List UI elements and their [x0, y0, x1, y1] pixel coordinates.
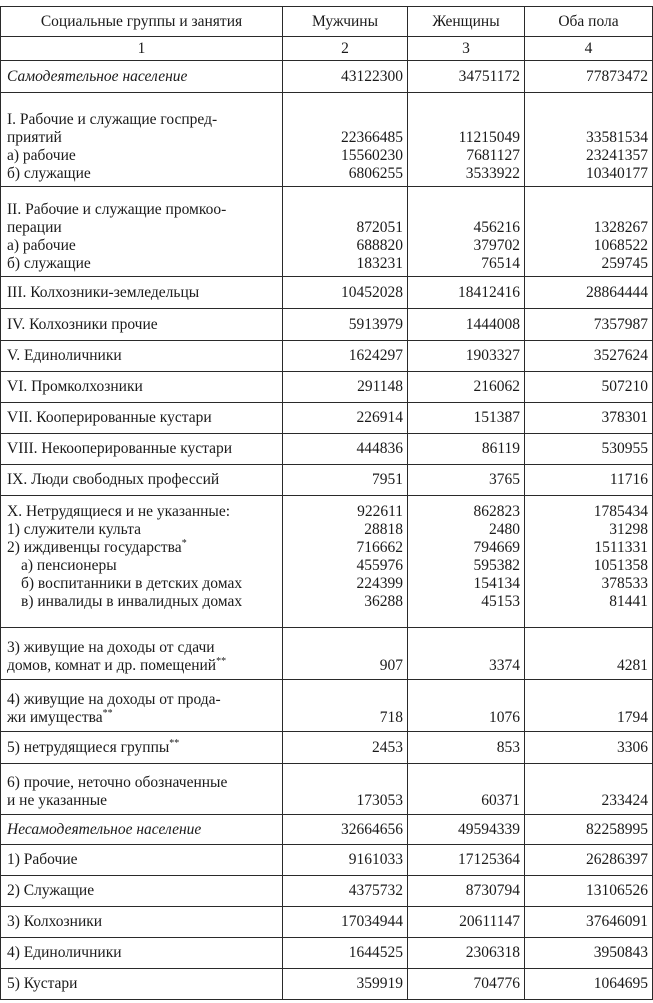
- men-value: [283, 496, 408, 628]
- total-value: 1794: [525, 680, 653, 732]
- row-label: IV. Колхозники прочие: [1, 309, 283, 341]
- total-value: 3950843: [525, 938, 653, 969]
- row-label-line: а) рабочие: [7, 147, 76, 164]
- value-line: 379702: [473, 237, 520, 254]
- men-value: 1624297: [283, 341, 408, 372]
- total-value: 28864444: [525, 277, 653, 309]
- footnote-mark: *: [181, 537, 187, 549]
- women-value: 151387: [408, 403, 525, 434]
- table-row: [1, 845, 653, 876]
- row-label: [1, 93, 283, 187]
- row-label: 2) Служащие: [1, 876, 283, 907]
- women-value: 18412416: [408, 277, 525, 309]
- value-line: 378533: [601, 575, 648, 592]
- row-label: [1, 680, 283, 732]
- women-value: [408, 496, 525, 628]
- table-row: [1, 277, 653, 309]
- value-line: 716662: [356, 539, 403, 556]
- row-label-line: перации: [7, 219, 62, 236]
- table-row: [1, 309, 653, 341]
- value-line: 2480: [489, 521, 520, 538]
- value-line: 688820: [356, 237, 403, 254]
- women-value: 1444008: [408, 309, 525, 341]
- row-label-line: [7, 709, 276, 727]
- row-label-line: X. Нетрудящиеся и не указанные:: [7, 503, 231, 520]
- value-line: 922611: [357, 503, 403, 520]
- men-value: 291148: [283, 372, 408, 403]
- value-line: 1785434: [593, 503, 648, 520]
- women-value: 2306318: [408, 938, 525, 969]
- men-value: 17034944: [283, 907, 408, 938]
- row-label: Несамодеятельное население: [1, 815, 283, 845]
- row-label-line: б) служащие: [7, 255, 91, 272]
- men-value: 718: [283, 680, 408, 732]
- total-value: 3306: [525, 732, 653, 764]
- table-row: [1, 969, 653, 1000]
- column-number-row: [1, 37, 653, 61]
- men-value: [283, 187, 408, 277]
- men-value: 5913979: [283, 309, 408, 341]
- table-row: [1, 907, 653, 938]
- table-row: [1, 815, 653, 845]
- women-value: 853: [408, 732, 525, 764]
- row-label-line: 1) служители культа: [7, 521, 141, 538]
- value-line: 1328267: [593, 219, 648, 236]
- men-value: 173053: [283, 764, 408, 815]
- row-label-line: [7, 593, 276, 611]
- table-row: [1, 628, 653, 680]
- value-line: 23241357: [586, 147, 648, 164]
- row-label-text: 5) нетрудящиеся группы: [7, 738, 170, 756]
- men-value: 907: [283, 628, 408, 680]
- table-row: [1, 93, 653, 187]
- row-label: III. Колхозники-земледельцы: [1, 277, 283, 309]
- women-value: 20611147: [408, 907, 525, 938]
- row-label: IX. Люди свободных профессий: [1, 465, 283, 496]
- table-row: [1, 876, 653, 907]
- value-line: 259745: [601, 255, 648, 272]
- header-row: [1, 7, 653, 37]
- row-label-line: 3) живущие на доходы от сдачи: [7, 639, 215, 656]
- value-line: 15560230: [341, 147, 403, 164]
- value-line: 33581534: [586, 129, 648, 146]
- row-label: [1, 732, 283, 764]
- row-label-text: домов, комнат и др. помещений: [7, 657, 217, 674]
- total-value: [525, 496, 653, 628]
- value-line: 76514: [481, 255, 520, 272]
- total-value: 378301: [525, 403, 653, 434]
- row-label-line: [7, 575, 276, 593]
- row-label-line: [7, 557, 276, 575]
- header-women: Женщины: [408, 7, 525, 37]
- row-label: VIII. Некооперированные кустари: [1, 434, 283, 465]
- men-value: 43122300: [283, 61, 408, 93]
- footnote-mark: **: [169, 737, 180, 749]
- men-value: 9161033: [283, 845, 408, 876]
- women-value: 8730794: [408, 876, 525, 907]
- column-number: 1: [1, 37, 283, 61]
- footnote-mark: **: [102, 707, 113, 719]
- row-label: 4) Единоличники: [1, 938, 283, 969]
- men-value: 4375732: [283, 876, 408, 907]
- women-value: 49594339: [408, 815, 525, 845]
- women-value: 60371: [408, 764, 525, 815]
- women-value: 86119: [408, 434, 525, 465]
- value-line: 862823: [473, 503, 520, 520]
- women-value: 34751172: [408, 61, 525, 93]
- row-label-line: а) рабочие: [7, 237, 76, 254]
- row-label-line: I. Рабочие и служащие госпред-: [7, 111, 218, 128]
- men-value: 226914: [283, 403, 408, 434]
- row-label: V. Единоличники: [1, 341, 283, 372]
- row-label: [1, 496, 283, 628]
- table-row: [1, 434, 653, 465]
- women-value: 1903327: [408, 341, 525, 372]
- row-label: VII. Кооперированные кустари: [1, 403, 283, 434]
- men-value: 2453: [283, 732, 408, 764]
- total-value: 233424: [525, 764, 653, 815]
- table-row: [1, 938, 653, 969]
- row-label-text: б) воспитанники в детских домах: [21, 575, 243, 592]
- value-line: 1511331: [594, 539, 648, 556]
- men-value: 1644525: [283, 938, 408, 969]
- row-label-text: жи имущества: [7, 709, 103, 726]
- value-line: 45153: [481, 593, 520, 610]
- column-number: 4: [525, 37, 653, 61]
- women-value: [408, 93, 525, 187]
- women-value: 216062: [408, 372, 525, 403]
- women-value: [408, 187, 525, 277]
- total-value: 11716: [525, 465, 653, 496]
- total-value: 1064695: [525, 969, 653, 1000]
- total-value: [525, 93, 653, 187]
- men-value: 7951: [283, 465, 408, 496]
- row-label: 5) Кустари: [1, 969, 283, 1000]
- row-label-line: 6) прочие, неточно обозначенные: [7, 774, 228, 791]
- table-row: [1, 764, 653, 815]
- table-row: [1, 496, 653, 628]
- row-label-text: 2) иждивенцы государства: [7, 539, 182, 556]
- table-row: [1, 372, 653, 403]
- row-label-line: и не указанные: [7, 792, 108, 809]
- value-line: 595382: [473, 557, 520, 574]
- total-value: 507210: [525, 372, 653, 403]
- value-line: 36288: [364, 593, 403, 610]
- table-row: [1, 341, 653, 372]
- row-label-line: II. Рабочие и служащие промкоо-: [7, 201, 227, 218]
- row-label-line: приятий: [7, 129, 62, 146]
- row-label: 1) Рабочие: [1, 845, 283, 876]
- header-social-groups: Социальные группы и занятия: [1, 7, 283, 37]
- total-value: 530955: [525, 434, 653, 465]
- women-value: 704776: [408, 969, 525, 1000]
- table-row: [1, 732, 653, 764]
- row-label-text: в) инвалиды в инвалидных домах: [21, 593, 243, 610]
- row-label-text: а) пенсионеры: [21, 557, 117, 574]
- total-value: 37646091: [525, 907, 653, 938]
- row-label: 3) Колхозники: [1, 907, 283, 938]
- row-label-line: б) служащие: [7, 165, 91, 182]
- value-line: 10340177: [586, 165, 648, 182]
- value-line: 794669: [473, 539, 520, 556]
- row-label: [1, 628, 283, 680]
- column-number: 2: [283, 37, 408, 61]
- total-value: 77873472: [525, 61, 653, 93]
- men-value: 359919: [283, 969, 408, 1000]
- value-line: 81441: [609, 593, 648, 610]
- total-value: 82258995: [525, 815, 653, 845]
- total-value: 7357987: [525, 309, 653, 341]
- value-line: 1051358: [593, 557, 648, 574]
- header-both: Оба пола: [525, 7, 653, 37]
- women-value: 3374: [408, 628, 525, 680]
- table-row: [1, 61, 653, 93]
- women-value: 1076: [408, 680, 525, 732]
- total-value: 26286397: [525, 845, 653, 876]
- column-number: 3: [408, 37, 525, 61]
- value-line: 3533922: [465, 165, 520, 182]
- total-value: [525, 187, 653, 277]
- table-row: [1, 465, 653, 496]
- men-value: 444836: [283, 434, 408, 465]
- table-row: [1, 680, 653, 732]
- total-value: 4281: [525, 628, 653, 680]
- row-label-line: [7, 657, 276, 675]
- value-line: 31298: [609, 521, 648, 538]
- row-label: Самодеятельное население: [1, 61, 283, 93]
- value-line: 455976: [356, 557, 403, 574]
- table-row: [1, 403, 653, 434]
- value-line: 456216: [473, 219, 520, 236]
- header-men: Мужчины: [283, 7, 408, 37]
- value-line: 224399: [356, 575, 403, 592]
- table-row: [1, 187, 653, 277]
- total-value: 13106526: [525, 876, 653, 907]
- footnote-mark: **: [216, 655, 227, 667]
- men-value: [283, 93, 408, 187]
- row-label: VI. Промколхозники: [1, 372, 283, 403]
- women-value: 3765: [408, 465, 525, 496]
- value-line: 183231: [356, 255, 403, 272]
- row-label-line: 4) живущие на доходы от прода-: [7, 691, 221, 708]
- value-line: 28818: [364, 521, 403, 538]
- value-line: 11215049: [458, 129, 520, 146]
- value-line: 154134: [473, 575, 520, 592]
- total-value: 3527624: [525, 341, 653, 372]
- value-line: 6806255: [348, 165, 403, 182]
- row-label: [1, 764, 283, 815]
- men-value: 10452028: [283, 277, 408, 309]
- value-line: 22366485: [341, 129, 403, 146]
- value-line: 1068522: [593, 237, 648, 254]
- row-label-line: [7, 539, 276, 557]
- row-label: [1, 187, 283, 277]
- population-table: [0, 6, 653, 1000]
- women-value: 17125364: [408, 845, 525, 876]
- value-line: 7681127: [466, 147, 520, 164]
- value-line: 872051: [356, 219, 403, 236]
- men-value: 32664656: [283, 815, 408, 845]
